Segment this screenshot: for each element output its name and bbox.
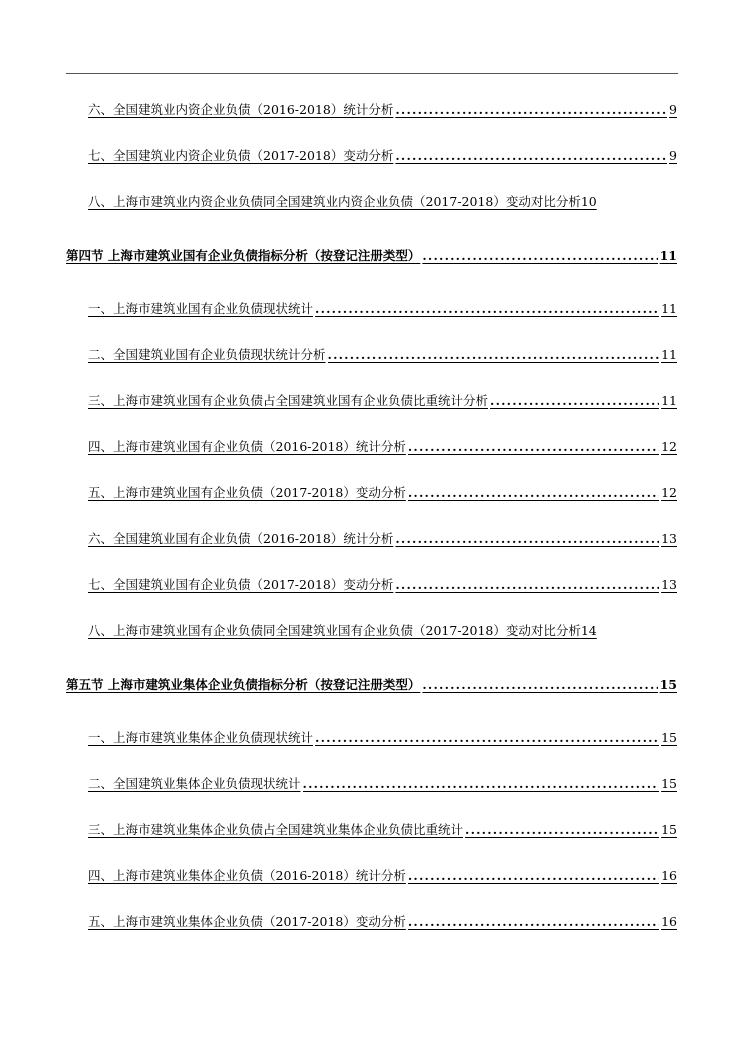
toc-leader bbox=[395, 148, 667, 164]
toc-entry-page: 11 bbox=[659, 248, 677, 263]
toc-entry[interactable] bbox=[88, 190, 677, 210]
toc-entry-title: 第五节 上海市建筑业集体企业负债指标分析（按登记注册类型） bbox=[66, 677, 421, 692]
toc-entry[interactable] bbox=[88, 527, 677, 547]
toc-entry[interactable] bbox=[88, 144, 677, 164]
toc-entry[interactable] bbox=[88, 481, 677, 501]
toc-leader bbox=[408, 485, 659, 501]
toc-entry-page: 11 bbox=[661, 347, 677, 362]
toc-entry[interactable] bbox=[88, 910, 677, 930]
toc-entry-title: 六、全国建筑业国有企业负债（2016-2018）统计分析 bbox=[88, 531, 394, 546]
toc-section-heading[interactable] bbox=[66, 673, 677, 693]
toc-entry-title: 二、全国建筑业国有企业负债现状统计分析 bbox=[88, 347, 326, 362]
toc-entry-title: 三、上海市建筑业国有企业负债占全国建筑业国有企业负债比重统计分析 bbox=[88, 393, 489, 408]
toc-entry-title: 七、全国建筑业国有企业负债（2017-2018）变动分析 bbox=[88, 577, 394, 592]
toc-entry-page: 15 bbox=[659, 677, 677, 692]
toc-entry-title: 第四节 上海市建筑业国有企业负债指标分析（按登记注册类型） bbox=[66, 248, 421, 263]
toc-leader bbox=[395, 531, 659, 547]
toc-section-heading[interactable] bbox=[66, 244, 677, 264]
toc-entry[interactable] bbox=[88, 818, 677, 838]
toc-entry-page: 15 bbox=[661, 776, 677, 791]
toc-entry-title: 一、上海市建筑业集体企业负债现状统计 bbox=[88, 730, 314, 745]
toc-entry-page: 14 bbox=[580, 623, 597, 638]
toc-entry-page: 11 bbox=[661, 393, 677, 408]
toc-leader bbox=[490, 393, 659, 409]
toc-leader bbox=[422, 677, 657, 693]
toc-entry-page: 9 bbox=[669, 102, 677, 117]
toc-entry-page: 12 bbox=[661, 485, 677, 500]
toc-entry[interactable] bbox=[88, 435, 677, 455]
toc-entry[interactable] bbox=[88, 98, 677, 118]
toc-leader bbox=[465, 822, 659, 838]
toc-entry-page: 13 bbox=[661, 531, 677, 546]
toc-entry-page: 15 bbox=[661, 730, 677, 745]
toc-entry[interactable] bbox=[88, 726, 677, 746]
toc-entry[interactable] bbox=[88, 343, 677, 363]
toc-leader bbox=[303, 776, 660, 792]
toc-entry-title: 三、上海市建筑业集体企业负债占全国建筑业集体企业负债比重统计 bbox=[88, 822, 464, 837]
toc-leader bbox=[422, 248, 657, 264]
toc-entry-title: 四、上海市建筑业国有企业负债（2016-2018）统计分析 bbox=[88, 439, 406, 454]
toc-entry-title: 七、全国建筑业内资企业负债（2017-2018）变动分析 bbox=[88, 148, 394, 163]
toc-entry-title: 一、上海市建筑业国有企业负债现状统计 bbox=[88, 301, 314, 316]
toc-entry-title: 六、全国建筑业内资企业负债（2016-2018）统计分析 bbox=[88, 102, 394, 117]
toc-leader bbox=[408, 914, 659, 930]
toc-leader bbox=[328, 347, 660, 363]
toc-entry-title: 八、上海市建筑业内资企业负债同全国建筑业内资企业负债（2017-2018）变动对比分析 bbox=[88, 194, 581, 209]
toc-entry-page: 15 bbox=[661, 822, 677, 837]
toc-entry[interactable] bbox=[88, 389, 677, 409]
toc-entry[interactable] bbox=[88, 772, 677, 792]
toc-entry-page: 11 bbox=[661, 301, 677, 316]
toc-leader bbox=[408, 868, 659, 884]
toc-leader bbox=[395, 577, 659, 593]
toc-entry[interactable] bbox=[88, 864, 677, 884]
toc-entry-title: 五、上海市建筑业国有企业负债（2017-2018）变动分析 bbox=[88, 485, 406, 500]
toc-entry-title: 五、上海市建筑业集体企业负债（2017-2018）变动分析 bbox=[88, 914, 406, 929]
toc-leader bbox=[395, 102, 667, 118]
toc-entry-page: 13 bbox=[661, 577, 677, 592]
toc-entry-page: 12 bbox=[661, 439, 677, 454]
toc-entry-page: 10 bbox=[580, 194, 597, 209]
toc-entry[interactable] bbox=[88, 619, 677, 639]
toc-entry[interactable] bbox=[88, 297, 677, 317]
toc-entry-page: 16 bbox=[661, 868, 677, 883]
toc-leader bbox=[315, 301, 659, 317]
toc-entry[interactable] bbox=[88, 573, 677, 593]
toc-leader bbox=[315, 730, 659, 746]
toc-entry-title: 四、上海市建筑业集体企业负债（2016-2018）统计分析 bbox=[88, 868, 406, 883]
toc-entry-title: 八、上海市建筑业国有企业负债同全国建筑业国有企业负债（2017-2018）变动对比分析 bbox=[88, 623, 581, 638]
toc-entry-page: 9 bbox=[669, 148, 677, 163]
toc-entry-title: 二、全国建筑业集体企业负债现状统计 bbox=[88, 776, 301, 791]
toc-entry-page: 16 bbox=[661, 914, 677, 929]
toc-leader bbox=[408, 439, 659, 455]
